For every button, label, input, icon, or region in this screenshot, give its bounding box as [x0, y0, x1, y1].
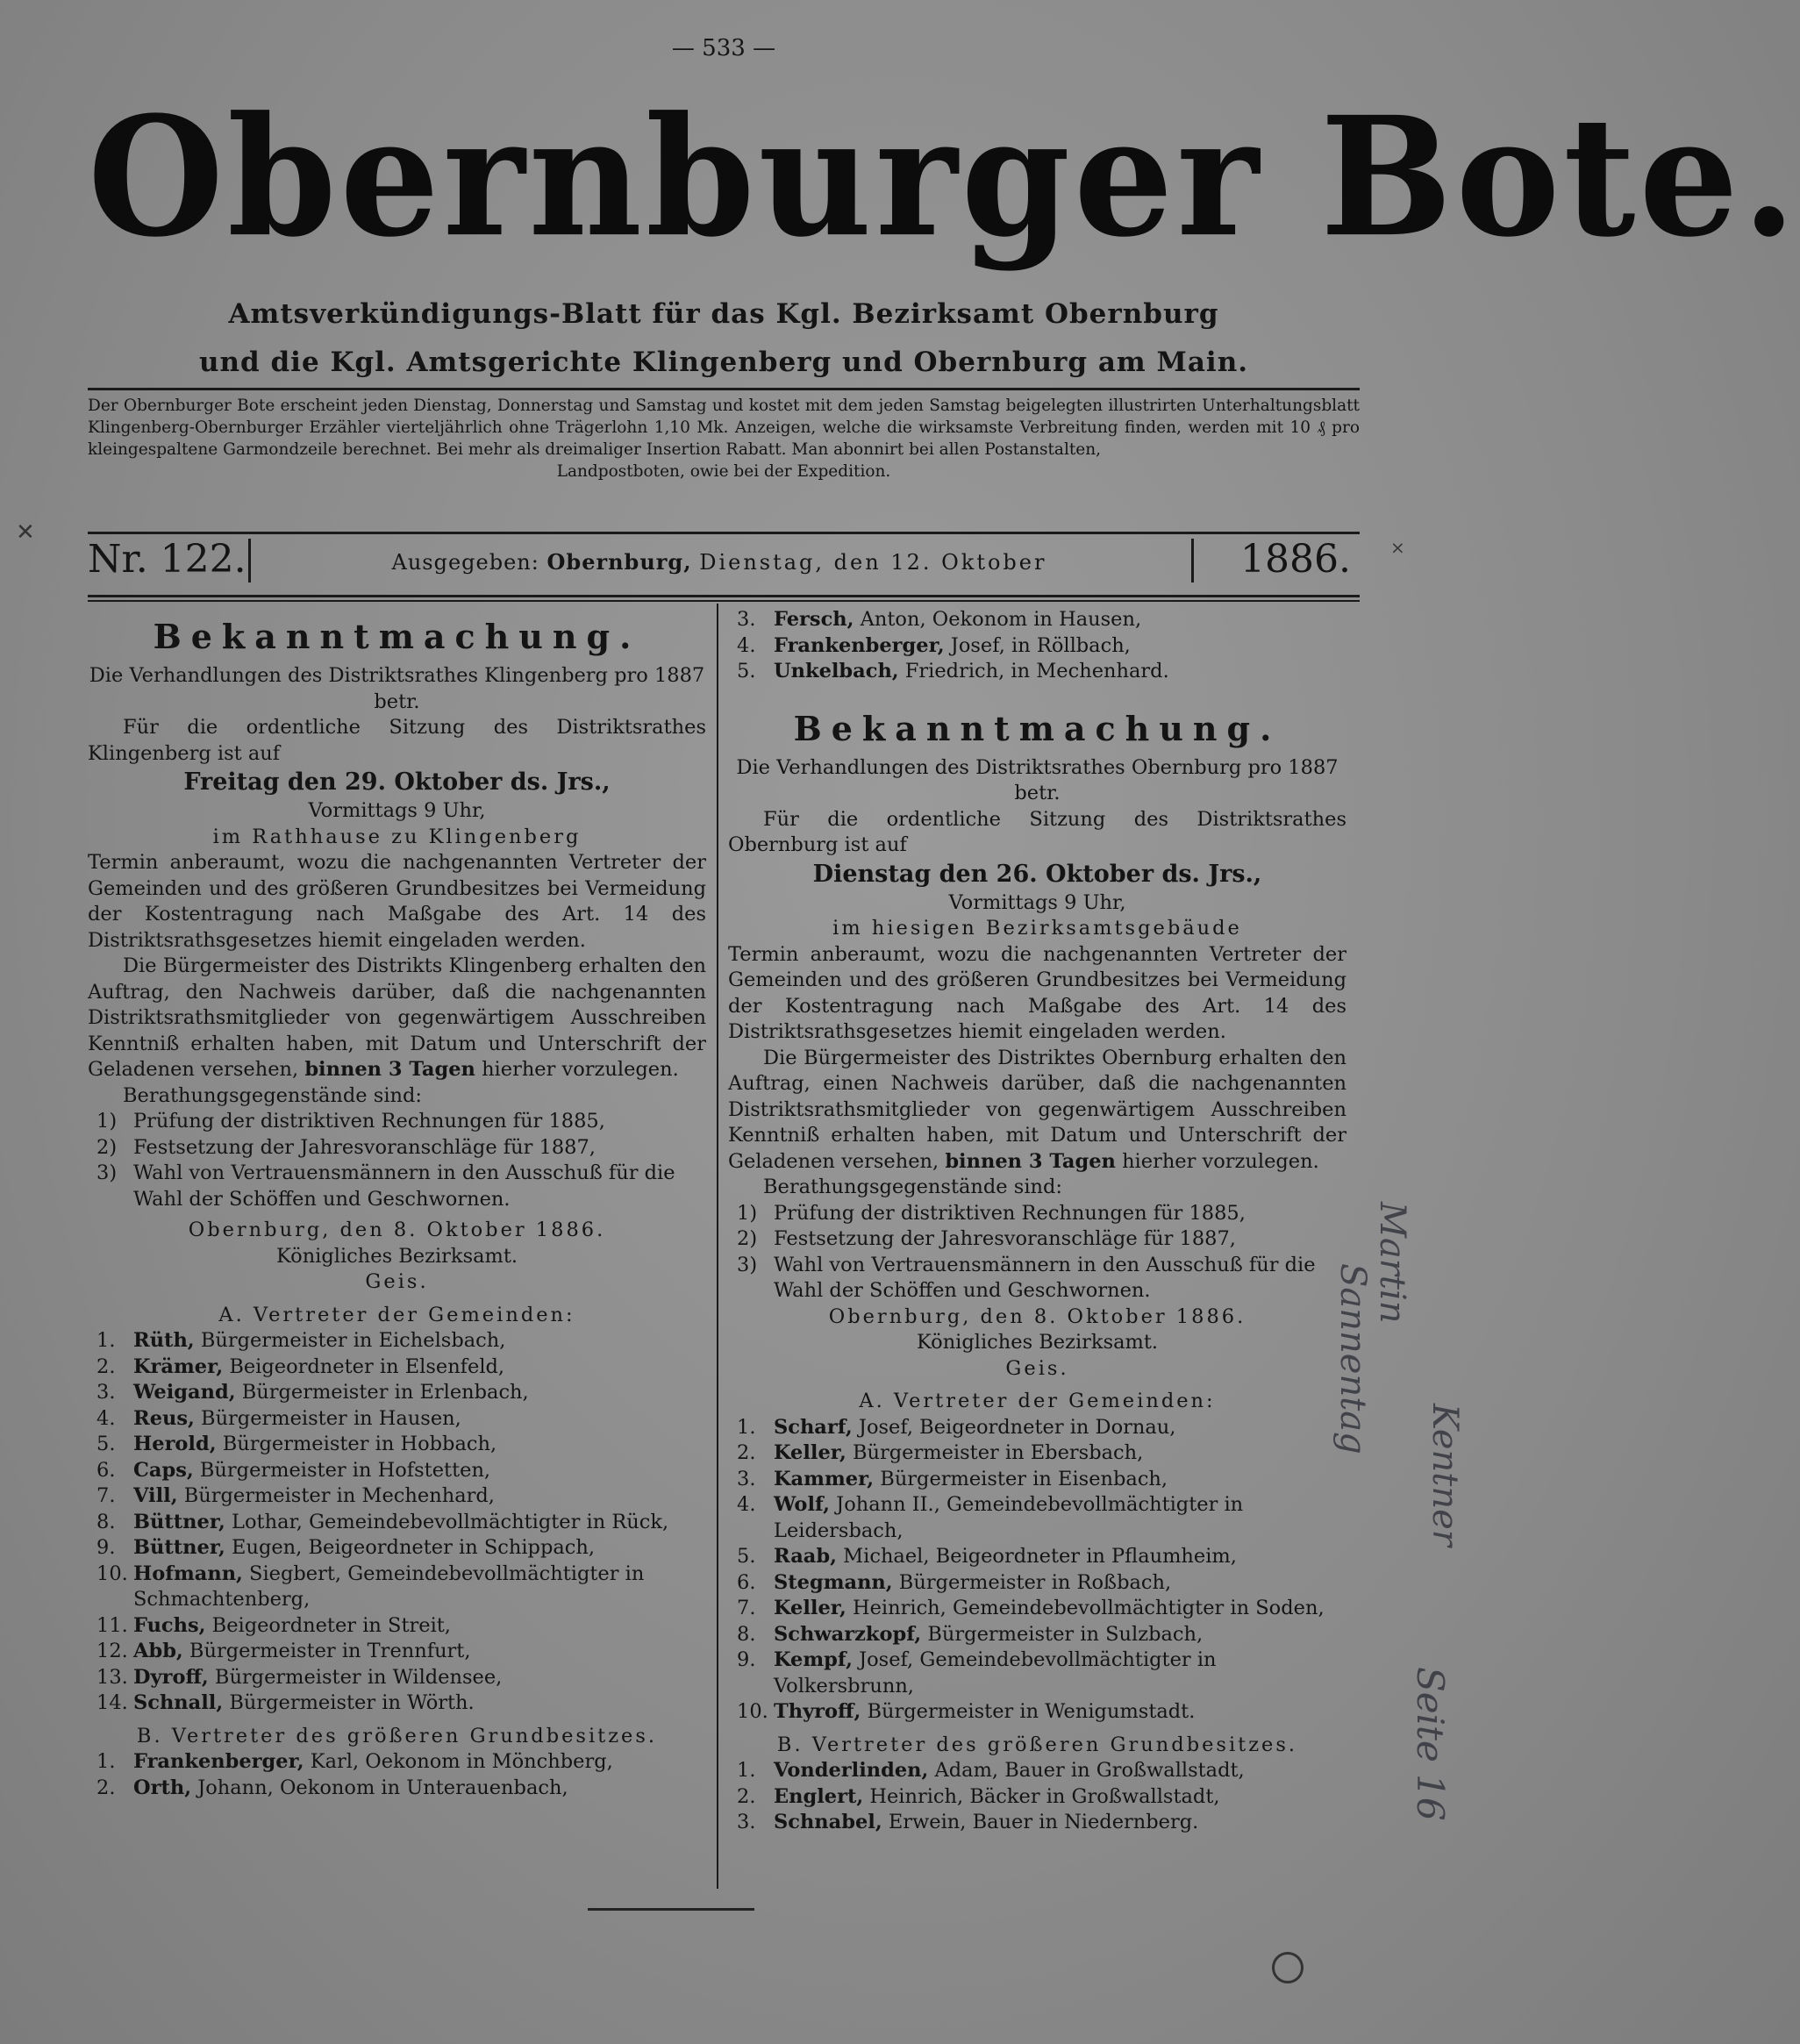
agenda-heading-left: Berathungsgegenstände sind:	[123, 1083, 422, 1107]
meeting-date-left: Freitag den 29. Oktober ds. Jrs.,	[183, 768, 611, 796]
agenda-item: 3) Wahl von Vertrauensmännern in den Ausschuß für die Wahl der Schöffen und Geschwornen.	[737, 1253, 1316, 1302]
agenda-item: 3) Wahl von Vertrauensmännern in den Ausschuß für die Wahl der Schöffen und Geschwornen.	[96, 1161, 675, 1211]
list-item: 9. Büttner, Eugen, Beigeordneter in Schippach,	[96, 1536, 596, 1559]
issue-divider-left	[248, 539, 251, 582]
list-item: 4. Reus, Bürgermeister in Hausen,	[96, 1406, 461, 1430]
section-b-list-right	[728, 1758, 1346, 1836]
list-item: 3. Fersch, Anton, Oekonom in Hausen,	[737, 608, 1142, 631]
notice-body-1-left: Termin anberaumt, wozu die nachgenannten Vertreter der Gemeinden und des größeren Grundbesitzes bei Vermeidung der Kostentragung nach Maßgabe des Art. 14 des Distriktsrathsgesetzes hiemit eingeladen werden.	[88, 851, 706, 952]
notice-title-right: Bekanntmachung.	[793, 708, 1282, 748]
signature-place-right: Obernburg, den 8. Oktober 1886.	[828, 1304, 1246, 1328]
list-item: 13. Dyroff, Bürgermeister in Wildensee,	[96, 1665, 503, 1689]
handwritten-note-2: Sannentag	[1332, 1263, 1373, 1454]
agenda-item: 2) Festsetzung der Jahresvoranschläge für 1887,	[737, 1227, 1236, 1250]
list-item: 5. Unkelbach, Friedrich, in Mechenhard.	[737, 660, 1169, 683]
list-item: 1. Frankenberger, Karl, Oekonom in Mönchberg,	[96, 1750, 613, 1773]
signature-name-left: Geis.	[365, 1270, 429, 1293]
notice-body-2a-right: Die Bürgermeister des Distriktes Obernburg erhalten den Auftrag, einen Nachweis darüber, daß die nachgenannten Distriktsrathsmitglieder von gegenwärtigem Ausschreiben Kenntniß erhalten haben, mit Datum und Unterschrift der Geladenen versehen,	[728, 1046, 1346, 1173]
list-item: 6. Caps, Bürgermeister in Hofstetten,	[96, 1458, 491, 1482]
issue-divider-right	[1191, 539, 1194, 582]
notice-title-left: Bekanntmachung.	[153, 617, 641, 656]
meeting-time-right: Vormittags 9 Uhr,	[948, 890, 1126, 914]
list-item: 1. Vonderlinden, Adam, Bauer in Großwallstadt,	[737, 1759, 1245, 1782]
list-item: 2. Orth, Johann, Oekonom in Unterauenbach,	[96, 1776, 568, 1799]
list-item: 8. Büttner, Lothar, Gemeindebevollmächtigter in Rück,	[96, 1510, 669, 1533]
handwritten-note-1: Martin	[1372, 1202, 1412, 1324]
agenda-item: 1) Prüfung der distriktiven Rechnungen für 1885,	[737, 1201, 1246, 1225]
agenda-item: 2) Festsetzung der Jahresvoranschläge für 1887,	[96, 1135, 596, 1159]
list-item: 3. Kammer, Bürgermeister in Eisenbach,	[737, 1467, 1168, 1490]
issue-date-line	[263, 549, 1175, 575]
subscription-info	[88, 395, 1360, 482]
section-a-list-left	[88, 1328, 706, 1717]
agenda-item: 1) Prüfung der distriktiven Rechnungen für 1885,	[96, 1110, 605, 1133]
deadline-left: binnen 3 Tagen	[304, 1058, 475, 1081]
issue-number: Nr. 122.	[88, 537, 246, 582]
signature-office-left: Königliches Bezirksamt.	[275, 1244, 518, 1268]
meeting-time-left: Vormittags 9 Uhr,	[308, 799, 486, 822]
list-item: 10. Hofmann, Siegbert, Gemeindebevollmächtigter in Schmachtenberg,	[96, 1562, 645, 1611]
list-item: 10. Thyroff, Bürgermeister in Wenigumstadt.	[737, 1700, 1196, 1723]
section-a-heading-right: A. Vertreter der Gemeinden:	[859, 1390, 1216, 1412]
masthead-subtitle-1: Amtsverkündigungs-Blatt für das Kgl. Bezirksamt Obernburg	[228, 298, 1219, 330]
notice-body-2-right	[728, 1046, 1346, 1176]
list-item: 7. Vill, Bürgermeister in Mechenhard,	[96, 1484, 495, 1507]
section-b-heading-right: B. Vertreter des größeren Grundbesitzes.	[776, 1733, 1298, 1756]
list-item: 2. Keller, Bürgermeister in Ebersbach,	[737, 1441, 1144, 1464]
meeting-place-right: im hiesigen Bezirksamtsgebäude	[832, 917, 1242, 940]
list-item: 1. Scharf, Josef, Beigeordneter in Dornau,	[737, 1415, 1176, 1439]
masthead-title: Obernburger Bote.	[88, 80, 1800, 274]
notice-body-2c-left: hierher vorzulegen.	[482, 1058, 679, 1081]
notice-intro-left: Für die ordentliche Sitzung des Distriktsrathes Klingenberg ist auf	[88, 716, 706, 765]
left-column	[88, 614, 706, 1801]
list-item: 9. Kempf, Josef, Gemeindebevollmächtigter in Volkersbrunn,	[737, 1648, 1217, 1697]
rule-issue-bottom	[88, 595, 1360, 597]
list-item: 14. Schnall, Bürgermeister in Wörth.	[96, 1691, 475, 1714]
issued-label: Ausgegeben:	[391, 550, 539, 575]
list-item: 8. Schwarzkopf, Bürgermeister in Sulzbach,	[737, 1622, 1204, 1646]
list-item: 3. Weigand, Bürgermeister in Erlenbach,	[96, 1381, 529, 1404]
deadline-right: binnen 3 Tagen	[945, 1149, 1116, 1173]
right-column	[728, 607, 1346, 1836]
circle-stamp-icon	[1272, 1952, 1304, 1983]
issue-year: 1886.	[1240, 537, 1351, 582]
issued-place: Obernburg,	[546, 549, 692, 575]
handwritten-note-3: Kentner	[1425, 1404, 1465, 1547]
notice-body-2a-left: Die Bürgermeister des Distrikts Klingenberg erhalten den Auftrag, den Nachweis darüber, daß die nachgenannten Distriktsrathsmitglieder von gegenwärtigem Ausschreiben Kenntniß erhalten haben, mit Datum und Unterschrift der Geladenen versehen,	[88, 954, 706, 1081]
meeting-date-right: Dienstag den 26. Oktober ds. Jrs.,	[812, 860, 1262, 888]
rule-issue-top	[88, 532, 1360, 534]
signature-name-right: Geis.	[1005, 1356, 1069, 1380]
agenda-list-left	[88, 1109, 706, 1212]
list-item: 6. Stegmann, Bürgermeister in Roßbach,	[737, 1570, 1172, 1594]
notice-body-2c-right: hierher vorzulegen.	[1122, 1149, 1319, 1173]
end-rule	[588, 1908, 754, 1911]
section-b-list-left	[88, 1749, 706, 1801]
margin-mark-right: ×	[1390, 537, 1405, 558]
list-item: 12. Abb, Bürgermeister in Trennfurt,	[96, 1640, 471, 1662]
list-item: 4. Frankenberger, Josef, in Röllbach,	[737, 633, 1131, 657]
masthead-subtitle-2: und die Kgl. Amtsgerichte Klingenberg und Obernburg am Main.	[198, 347, 1249, 378]
subscription-text: Der Obernburger Bote erscheint jeden Dienstag, Donnerstag und Samstag und kostet mit dem jeden Samstag beigelegten illustrirten Unterhaltungsblatt Klingenberg-Obernburger Erzähler vierteljährlich ohne Trägerlohn 1,10 Mk. Anzeigen, welche die wirksamste Verbreitung finden, werden mit 10 ₰ pro kleingespaltene Garmondzeile berechnet. Bei mehr als dreimaliger Insertion Rabatt. Man abonnirt bei allen Postanstalten,	[88, 397, 1360, 459]
list-item: 11. Fuchs, Beigeordneter in Streit,	[96, 1613, 451, 1637]
section-a-list-right	[728, 1415, 1346, 1726]
subscription-text-last: Landpostboten, owie bei der Expedition.	[556, 462, 891, 481]
handwritten-note-4: Seite 16	[1409, 1667, 1452, 1821]
signature-office-right: Königliches Bezirksamt.	[916, 1331, 1159, 1354]
continued-list-right	[728, 607, 1346, 685]
issued-date: Dienstag, den 12. Oktober	[699, 550, 1047, 575]
notice-subject-right: Die Verhandlungen des Distriktsrathes Obernburg pro 1887 betr.	[736, 755, 1339, 804]
margin-mark-left: ✕	[16, 519, 35, 546]
agenda-list-right	[728, 1201, 1346, 1304]
list-item: 1. Rüth, Bürgermeister in Eichelsbach,	[96, 1329, 506, 1352]
notice-intro-right: Für die ordentliche Sitzung des Distriktsrathes Obernburg ist auf	[728, 807, 1346, 856]
agenda-heading-right: Berathungsgegenstände sind:	[763, 1176, 1062, 1198]
section-a-heading-left: A. Vertreter der Gemeinden:	[218, 1303, 575, 1326]
list-item: 7. Keller, Heinrich, Gemeindebevollmächtigter in Soden,	[737, 1597, 1325, 1619]
rule-top	[88, 388, 1360, 390]
section-b-heading-left: B. Vertreter des größeren Grundbesitzes.	[136, 1724, 658, 1747]
list-item: 4. Wolf, Johann II., Gemeindebevollmächtigter in Leidersbach,	[737, 1493, 1244, 1542]
page-number: — 533 —	[671, 35, 776, 61]
meeting-place-left: im Rathhause zu Klingenberg	[212, 825, 582, 848]
notice-subject-left: Die Verhandlungen des Distriktsrathes Klingenberg pro 1887 betr.	[89, 664, 705, 713]
list-item: 2. Krämer, Beigeordneter in Elsenfeld,	[96, 1354, 505, 1378]
list-item: 5. Raab, Michael, Beigeordneter in Pflaumheim,	[737, 1545, 1237, 1568]
rule-issue-bottom-thin	[88, 600, 1360, 602]
column-divider	[717, 604, 718, 1889]
notice-body-2-left	[88, 954, 706, 1083]
notice-body-1-right: Termin anberaumt, wozu die nachgenannten Vertreter der Gemeinden und des größeren Grundbesitzes bei Vermeidung der Kostentragung nach Maßgabe des Art. 14 des Distriktsrathsgesetzes hiemit eingeladen werden.	[728, 942, 1346, 1043]
issue-bar	[88, 537, 1360, 586]
list-item: 2. Englert, Heinrich, Bäcker in Großwallstadt,	[737, 1784, 1220, 1808]
signature-place-left: Obernburg, den 8. Oktober 1886.	[188, 1219, 606, 1241]
list-item: 5. Herold, Bürgermeister in Hobbach,	[96, 1433, 497, 1455]
list-item: 3. Schnabel, Erwein, Bauer in Niedernberg.	[737, 1811, 1199, 1833]
